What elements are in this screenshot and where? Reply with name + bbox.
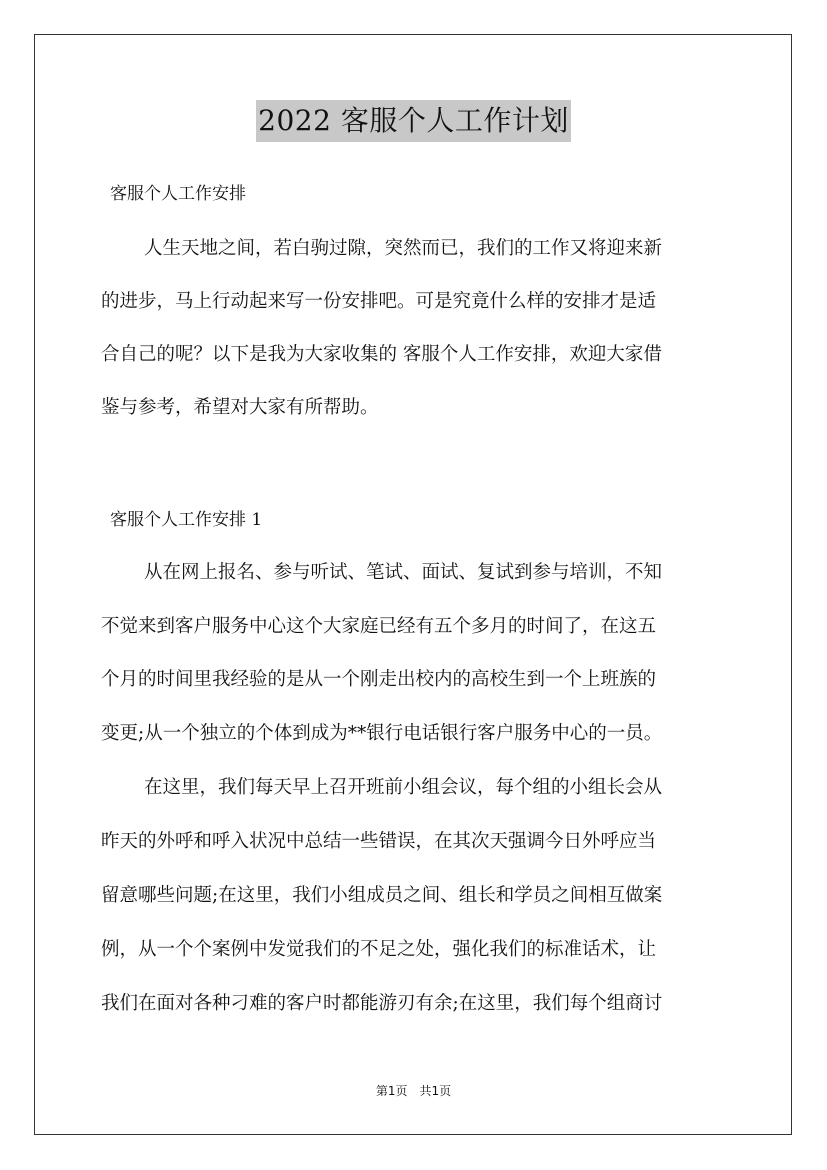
intro-line: 人生天地之间，若白驹过隙，突然而已，我们的工作又将迎来新: [144, 238, 663, 259]
intro-line: 的进步，马上行动起来写一份安排吧。可是究竟什么样的安排才是适: [101, 291, 657, 312]
section-heading-1: 客服个人工作安排: [110, 184, 246, 204]
paragraph-2-line: 在这里，我们每天早上召开班前小组会议，每个组的小组长会从: [144, 777, 663, 798]
paragraph-2-line: 留意哪些问题;在这里，我们小组成员之间、组长和学员之间相互做案: [101, 885, 663, 906]
document-title: 2022 客服个人工作计划: [256, 100, 571, 142]
title-container: [0, 100, 827, 142]
intro-line: 鉴与参考，希望对大家有所帮助。: [101, 397, 379, 418]
intro-line: 合自己的呢？以下是我为大家收集的 客服个人工作安排，欢迎大家借: [101, 344, 662, 365]
paragraph-1-line: 变更;从一个独立的个体到成为**银行电话银行客户服务中心的一员。: [101, 723, 663, 744]
paragraph-1-line: 从在网上报名、参与听试、笔试、面试、复试到参与培训，不知: [144, 562, 663, 583]
paragraph-2-line: 我们在面对各种刁难的客户时都能游刃有余;在这里，我们每个组商讨: [101, 993, 663, 1014]
section-heading-2: 客服个人工作安排 1: [110, 510, 263, 530]
paragraph-2-line: 昨天的外呼和呼入状况中总结一些错误，在其次天强调今日外呼应当: [101, 831, 657, 852]
paragraph-1-line: 个月的时间里我经验的是从一个刚走出校内的高校生到一个上班族的: [101, 669, 657, 690]
paragraph-1-line: 不觉来到客户服务中心这个大家庭已经有五个多月的时间了，在这五: [101, 616, 657, 637]
paragraph-2-line: 例，从一个个案例中发觉我们的不足之处，强化我们的标准话术，让: [101, 939, 657, 960]
page-footer: 第1页 共1页: [375, 1084, 452, 1098]
